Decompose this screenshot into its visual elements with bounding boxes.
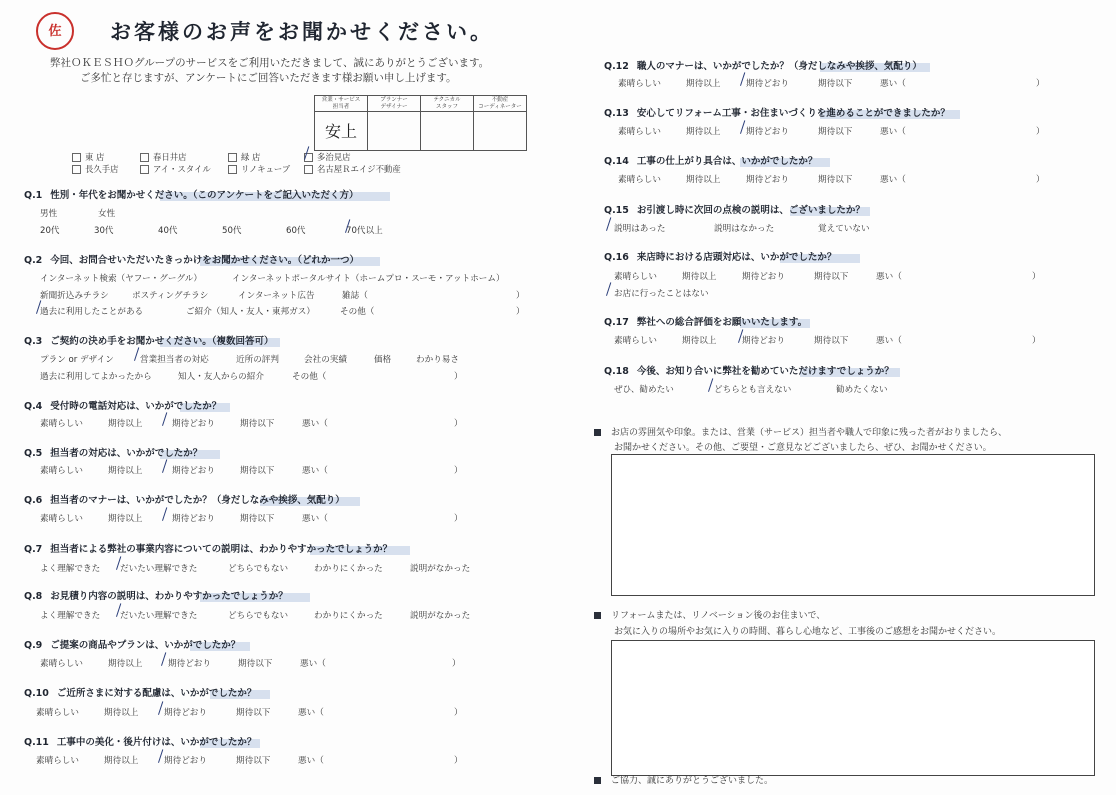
staff-header-technical: テクニカル スタッフ <box>421 96 474 112</box>
option[interactable]: 期待どおり <box>746 79 789 89</box>
option[interactable]: 過去に利用してよかったから <box>40 372 152 382</box>
option[interactable]: 悪い（ <box>302 466 328 476</box>
question-title: Q.14 工事の仕上がり具合は、いかがでしたか？ <box>604 156 818 167</box>
option[interactable]: 近所の評判 <box>236 355 279 365</box>
footer-thanks: ご協力、誠にありがとうございました。 <box>594 773 773 786</box>
option[interactable]: 期待以上 <box>686 175 721 185</box>
option: ） <box>452 659 461 669</box>
option[interactable]: 期待以下 <box>818 127 853 137</box>
option[interactable]: 悪い（ <box>880 175 906 185</box>
option[interactable]: 期待以下 <box>814 272 849 282</box>
option[interactable]: 期待どおり <box>164 708 207 718</box>
option[interactable]: 会社の実績 <box>304 355 347 365</box>
question-title: Q.17 弊社への総合評価をお願いいたします。 <box>604 317 808 328</box>
option[interactable]: 期待以上 <box>682 336 717 346</box>
checkbox-icon <box>228 153 237 162</box>
option[interactable]: 期待以上 <box>104 708 139 718</box>
option[interactable]: 悪い（ <box>302 419 328 429</box>
option-row <box>40 657 461 669</box>
option-row <box>614 270 1041 282</box>
option[interactable]: 素晴らしい <box>36 756 79 766</box>
store-option[interactable]: 長久手店 <box>72 163 119 175</box>
checkbox-icon <box>140 153 149 162</box>
option[interactable]: 素晴らしい <box>618 79 661 89</box>
option-row <box>40 609 470 621</box>
option[interactable]: インターネット検索（ヤフー・グーグル） <box>40 274 202 284</box>
option-row <box>618 77 1045 89</box>
bullet-square-icon <box>594 612 601 619</box>
option[interactable]: 20代 <box>40 226 60 236</box>
question-title: Q.6 担当者のマナーは、いかがでしたか？（身だしなみや挨拶、気配り） <box>24 495 345 506</box>
option[interactable]: 50代 <box>222 226 242 236</box>
staff-table <box>314 95 527 151</box>
staff-value-planner[interactable] <box>368 112 421 151</box>
staff-header-realestate: 不動産 コーディネーター <box>474 96 527 112</box>
option: ） <box>1032 336 1041 346</box>
option-row <box>40 370 463 382</box>
option[interactable]: 期待どおり <box>172 419 215 429</box>
option[interactable]: よく理解できた <box>40 564 101 574</box>
option-row <box>40 353 459 365</box>
checkbox-icon <box>140 165 149 174</box>
option[interactable]: インターネット広告 <box>238 291 315 301</box>
option: ） <box>1036 79 1045 89</box>
option[interactable]: 雑誌（ <box>342 291 368 301</box>
option[interactable]: わかり易さ <box>416 355 459 365</box>
store-option[interactable]: 東 店 <box>72 151 104 163</box>
option[interactable]: 素晴らしい <box>40 659 83 669</box>
option[interactable]: 悪い（ <box>880 127 906 137</box>
option-row <box>614 222 870 234</box>
option[interactable]: 期待以上 <box>682 272 717 282</box>
option[interactable]: 覚えていない <box>818 224 870 234</box>
option-row <box>618 125 1045 137</box>
store-option[interactable]: 多治見店 <box>304 151 351 163</box>
question-title: Q.7 担当者による弊社の事業内容についての説明は、わかりやすかったでしょうか？ <box>24 544 393 555</box>
question-title: Q.13 安心してリフォーム工事・お住まいづくりを進めることができましたか？ <box>604 108 950 119</box>
option[interactable]: 期待以下 <box>240 466 275 476</box>
option-row <box>614 287 709 299</box>
option[interactable]: どちらとも言えない <box>714 385 792 395</box>
option[interactable]: 素晴らしい <box>40 419 83 429</box>
question-title: Q.10 ご近所さまに対する配慮は、いかがでしたか？ <box>24 688 257 699</box>
question-title: Q.2 今回、お問合せいただいたきっかけをお聞かせください。（どれか一つ） <box>24 255 360 266</box>
option[interactable]: 70代以上 <box>346 226 383 236</box>
comment-prompt-2b: お気に入りの場所やお気に入りの時間、暮らし心地など、工事後のご感想をお聞かせください。 <box>614 627 1002 637</box>
question-title: Q.12 職人のマナーは、いかがでしたか？（身だしなみや挨拶、気配り） <box>604 61 922 72</box>
option[interactable]: 素晴らしい <box>36 708 79 718</box>
question-title: Q.16 来店時における店頭対応は、いかがでしたか？ <box>604 252 837 263</box>
question-title: Q.11 工事中の美化・後片付けは、いかがでしたか？ <box>24 737 257 748</box>
option[interactable]: 悪い（ <box>876 336 902 346</box>
option[interactable]: 期待どおり <box>168 659 211 669</box>
option[interactable]: 期待どおり <box>746 175 789 185</box>
option[interactable]: 期待以下 <box>818 175 853 185</box>
question-title: Q.5 担当者の対応は、いかがでしたか？ <box>24 448 203 459</box>
option[interactable]: 期待以上 <box>108 514 143 524</box>
option-row <box>40 464 463 476</box>
comment-prompt-2: リフォームまたは、リノベーション後のお住まいで、 <box>594 608 825 621</box>
store-option[interactable]: リノキューブ <box>228 163 290 175</box>
option[interactable]: 期待どおり <box>746 127 789 137</box>
checkbox-icon <box>228 165 237 174</box>
option[interactable]: 悪い（ <box>298 708 324 718</box>
store-option[interactable]: アイ・スタイル <box>140 163 211 175</box>
option[interactable]: 勧めたくない <box>836 385 888 395</box>
staff-value-sales[interactable]: 安上 <box>315 112 368 151</box>
intro-text-2: ご多忙と存じますが、アンケートにご回答いただきます様お願い申し上げます。 <box>80 72 457 84</box>
option[interactable]: 期待どおり <box>742 272 785 282</box>
question-title: Q.3 ご契約の決め手をお聞かせください。（複数回答可） <box>24 336 274 347</box>
option[interactable]: 素晴らしい <box>40 514 83 524</box>
staff-value-technical[interactable] <box>421 112 474 151</box>
option[interactable]: 悪い（ <box>300 659 326 669</box>
option[interactable]: 期待どおり <box>172 514 215 524</box>
option[interactable]: 期待以下 <box>236 756 271 766</box>
option[interactable]: 素晴らしい <box>618 175 661 185</box>
option[interactable]: その他（ <box>340 307 375 317</box>
option[interactable]: 悪い（ <box>302 514 328 524</box>
option[interactable]: 期待以上 <box>686 127 721 137</box>
option[interactable]: 素晴らしい <box>618 127 661 137</box>
comment-textarea-2[interactable] <box>611 640 1095 776</box>
option: ） <box>454 419 463 429</box>
option[interactable]: 40代 <box>158 226 178 236</box>
staff-value-realestate[interactable] <box>474 112 527 151</box>
option[interactable]: ぜひ、勧めたい <box>614 385 674 395</box>
option[interactable]: わかりにくかった <box>314 611 383 621</box>
page-title: お客様のお声をお聞かせください。 <box>110 20 494 44</box>
store-option[interactable]: 名古屋Ｒエイジ不動産 <box>304 163 401 175</box>
option-row <box>40 272 505 284</box>
option[interactable]: 期待以下 <box>814 336 849 346</box>
option[interactable]: 悪い（ <box>876 272 902 282</box>
option[interactable]: 期待以上 <box>108 466 143 476</box>
option[interactable]: 30代 <box>94 226 114 236</box>
staff-header-sales: 営業・サービス 担当者 <box>315 96 368 112</box>
option[interactable]: 女性 <box>98 209 116 219</box>
option[interactable]: 期待どおり <box>172 466 215 476</box>
store-option[interactable]: 春日井店 <box>140 151 187 163</box>
option[interactable]: 期待どおり <box>164 756 207 766</box>
option[interactable]: 営業担当者の対応 <box>140 355 209 365</box>
option[interactable]: 説明がなかった <box>410 564 471 574</box>
option[interactable]: 新聞折込みチラシ <box>40 291 109 301</box>
option: ） <box>1036 175 1045 185</box>
option[interactable]: 期待以上 <box>108 659 143 669</box>
staff-header-planner: プランナー デザイナー <box>368 96 421 112</box>
question-title: Q.4 受付時の電話対応は、いかがでしたか？ <box>24 401 222 412</box>
checkbox-icon <box>304 165 313 174</box>
option: ） <box>454 756 463 766</box>
intro-text-1: 弊社ＯＫＥＳＨＯグループのサービスをご利用いただきまして、誠にありがとうございます。 <box>50 57 490 69</box>
option[interactable]: 期待以下 <box>238 659 273 669</box>
question-title: Q.15 お引渡し時に次回の点検の説明は、ございましたか？ <box>604 205 865 216</box>
option[interactable]: 過去に利用したことがある <box>40 307 144 317</box>
option[interactable]: インターネットポータルサイト（ホームプロ・スーモ・アットホーム） <box>232 274 505 284</box>
option[interactable]: 期待以下 <box>818 79 853 89</box>
option-row <box>40 289 525 301</box>
question-title: Q.8 お見積り内容の説明は、わかりやすかったでしょうか？ <box>24 591 288 602</box>
option-row <box>40 207 115 219</box>
option[interactable]: 期待以上 <box>686 79 721 89</box>
option: ） <box>516 307 525 317</box>
question-title: Q.1 性別・年代をお聞かせください。（このアンケートをご記入いただく方） <box>24 190 359 201</box>
option[interactable]: 素晴らしい <box>40 466 83 476</box>
comment-textarea-1[interactable] <box>611 454 1095 596</box>
option[interactable]: 期待以上 <box>108 419 143 429</box>
option[interactable]: だいたい理解できた <box>120 611 198 621</box>
option[interactable]: 期待以下 <box>236 708 271 718</box>
option: ） <box>1036 127 1045 137</box>
bullet-square-icon <box>594 429 601 436</box>
option[interactable]: その他（ <box>292 372 327 382</box>
option[interactable]: どちらでもない <box>228 564 289 574</box>
option: ） <box>1032 272 1041 282</box>
stamp-seal: 佐 <box>36 12 74 50</box>
option[interactable]: プラン or デザイン <box>40 355 114 365</box>
option[interactable]: 60代 <box>286 226 306 236</box>
option[interactable]: 期待以上 <box>104 756 139 766</box>
option[interactable]: わかりにくかった <box>314 564 383 574</box>
option-row <box>618 173 1045 185</box>
option[interactable]: 価格 <box>374 355 392 365</box>
option[interactable]: ご紹介（知人・友人・東邦ガス） <box>186 307 315 317</box>
option: ） <box>516 291 525 301</box>
option: ） <box>454 708 463 718</box>
option[interactable]: だいたい理解できた <box>120 564 198 574</box>
comment-prompt-1b: お聞かせください。その他、ご要望・ご意見などございましたら、ぜひ、お聞かせください。 <box>614 443 992 453</box>
option[interactable]: 悪い（ <box>298 756 324 766</box>
option-row <box>40 417 463 429</box>
checkbox-icon <box>72 165 81 174</box>
option-row <box>36 706 463 718</box>
question-title: Q.18 今後、お知り合いに弊社を勧めていただけますでしょうか？ <box>604 366 894 377</box>
option-row <box>614 383 888 395</box>
option: ） <box>454 372 463 382</box>
option[interactable]: 説明がなかった <box>410 611 471 621</box>
option[interactable]: 素晴らしい <box>614 336 657 346</box>
option-row <box>36 754 463 766</box>
bullet-square-icon <box>594 777 601 784</box>
option[interactable]: 男性 <box>40 209 58 219</box>
option[interactable]: ポスティングチラシ <box>132 291 209 301</box>
option: ） <box>454 514 463 524</box>
comment-prompt-1: お店の雰囲気や印象。または、営業（サービス）担当者や職人で印象に残った者がおりましたら、 <box>594 425 1007 438</box>
option[interactable]: 素晴らしい <box>614 272 657 282</box>
option[interactable]: よく理解できた <box>40 611 101 621</box>
option: ） <box>454 466 463 476</box>
option-row <box>40 224 383 236</box>
store-option[interactable]: 緑 店 <box>228 151 260 163</box>
option[interactable]: どちらでもない <box>228 611 289 621</box>
option-row <box>40 562 470 574</box>
option[interactable]: 悪い（ <box>880 79 906 89</box>
option[interactable]: 期待以下 <box>240 514 275 524</box>
option[interactable]: 期待以下 <box>240 419 275 429</box>
option[interactable]: 説明はなかった <box>714 224 775 234</box>
option[interactable]: 知人・友人からの紹介 <box>178 372 264 382</box>
question-title: Q.9 ご提案の商品やプランは、いかがでしたか？ <box>24 640 241 651</box>
option-row <box>40 305 525 317</box>
checkbox-icon <box>72 153 81 162</box>
option-row <box>614 334 1041 346</box>
option-row <box>40 512 463 524</box>
option[interactable]: 期待どおり <box>742 336 785 346</box>
option[interactable]: 説明はあった <box>614 224 666 234</box>
option[interactable]: お店に行ったことはない <box>614 289 709 299</box>
